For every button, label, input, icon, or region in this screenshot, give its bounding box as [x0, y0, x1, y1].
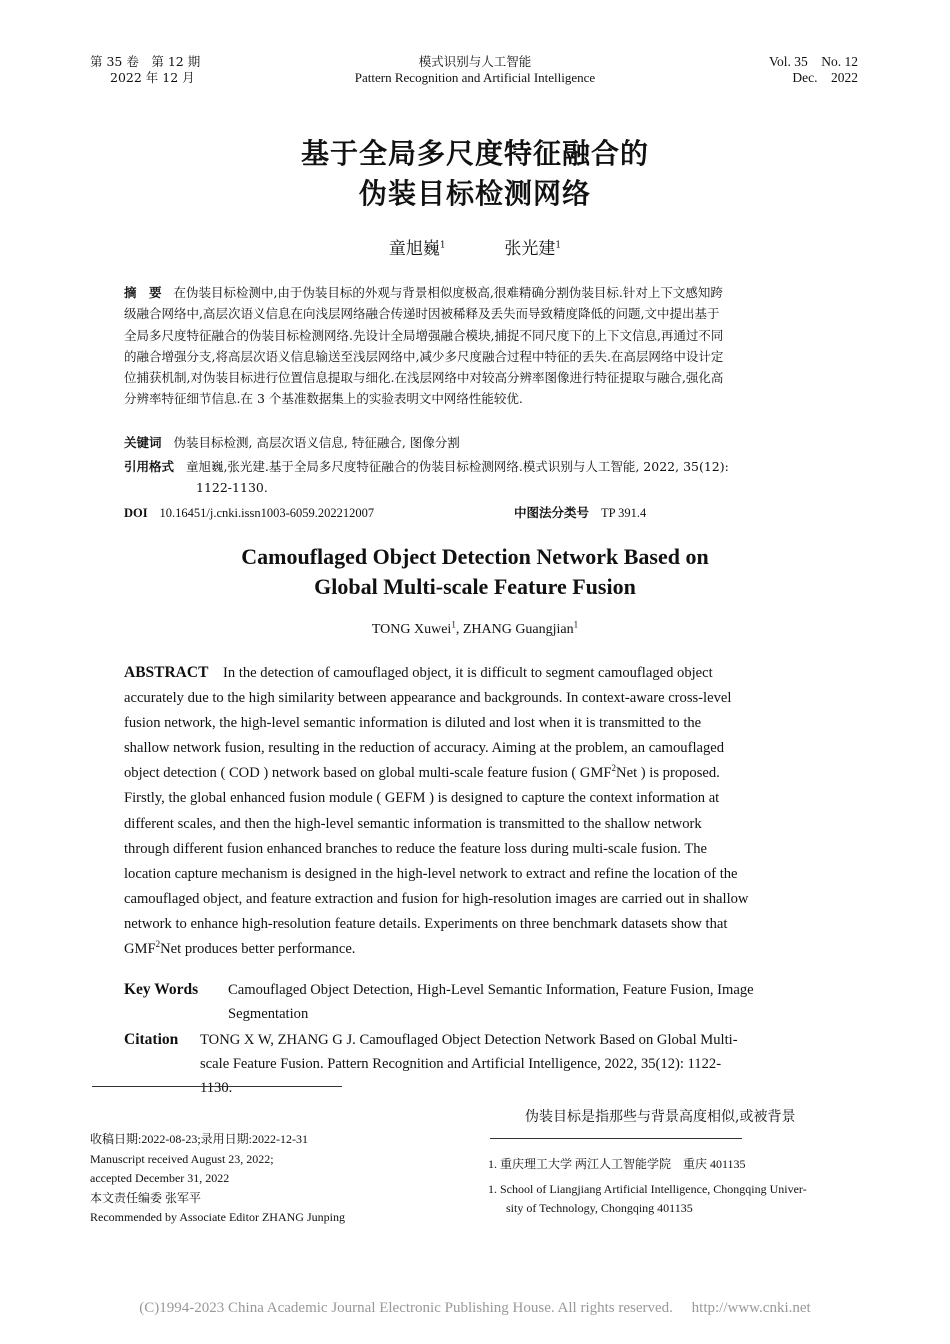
abstract-en-line: Firstly, the global enhanced fusion module ( GEFM ) is designed to capture the context information at: [124, 790, 720, 807]
abstract-en-line: In the detection of camouflaged object, it is difficult to segment camouflaged object: [223, 665, 713, 681]
volume-issue: 第 35 卷 第 12 期: [90, 54, 201, 69]
abstract-cn-label: 摘 要: [124, 285, 162, 300]
keywords-en-label: Key Words: [124, 981, 199, 998]
clc: [514, 502, 646, 524]
abstract-cn-line: 在伪装目标检测中,由于伪装目标的外观与背景相似度极高,很难精确分割伪装目标.针对上下文感知跨: [173, 285, 723, 300]
superscript-2: 2: [611, 763, 617, 774]
abstract-en-fragment: object detection ( COD ) network based on global multi-scale feature fusion ( GMF: [124, 765, 612, 782]
footnote-rule-left: [92, 1086, 342, 1087]
abstract-en-line: through different fusion enhanced branches to reduce the feature loss during multi-scale fusion. The: [124, 840, 708, 857]
citation-cn-line1: 童旭巍,张光建.基于全局多尺度特征融合的伪装目标检测网络.模式识别与人工智能, 2022, 35(12):: [185, 459, 729, 474]
author-cn-2-aff: 1: [555, 240, 562, 251]
abstract-en-fragment: Net ) is proposed.: [616, 765, 720, 782]
abstract-en-label: ABSTRACT: [124, 664, 209, 681]
vol-no: Vol. 35 No. 12: [768, 54, 858, 69]
received-date-cn: 收稿日期:2022-08-23;录用日期:2022-12-31: [90, 1132, 308, 1146]
citation-cn-line2: 1122-1130.: [196, 480, 268, 496]
authors-cn: [0, 234, 950, 259]
title-cn-line1: 基于全局多尺度特征融合的: [300, 137, 649, 170]
abstract-en-fragment: Net produces better performance.: [160, 941, 356, 958]
affiliation-en-line1: 1. School of Liangjiang Artificial Intelligence, Chongqing Univer-: [488, 1181, 807, 1196]
author-cn-2: 张光建: [504, 239, 556, 259]
citation-en-line3: 1130.: [200, 1080, 233, 1096]
superscript-2: 2: [155, 939, 161, 950]
abstract-en-line: different scales, and then the high-level semantic information is transmitted to the shallow network: [124, 815, 702, 832]
body-text-start: 伪装目标是指那些与背景高度相似,或被背景: [525, 1109, 796, 1125]
month-year: Dec. 2022: [792, 70, 858, 85]
abstract-en-line: location capture mechanism is designed in the high-level network to extract and refine the location of the: [124, 865, 738, 882]
copyright-watermark: (C)1994-2023 China Academic Journal Electronic Publishing House. All rights reserved. http://www.cnki.net: [139, 1300, 811, 1316]
author-cn-1: 童旭巍: [388, 239, 440, 259]
abstract-en-line: camouflaged object, and feature extraction and fusion for high-resolution images are carried out in shallow: [124, 890, 749, 907]
header-right: [769, 54, 858, 86]
abstract-cn-line: 全局多尺度特征融合的伪装目标检测网络.先设计全局增强融合模块,捕捉不同尺度下的上下文信息,再通过不同: [124, 327, 724, 343]
abstract-en-line: accurately due to the high similarity between appearance and backgrounds. In context-aware cross-level: [124, 690, 732, 707]
author-en-1: TONG Xuwei: [371, 622, 452, 637]
editor-en: Recommended by Associate Editor ZHANG Junping: [90, 1210, 345, 1224]
abstract-en-line: [124, 761, 827, 786]
abstract-en-line: fusion network, the high-level semantic information is diluted and lost when it is transmitted to the: [124, 715, 702, 732]
received-date-en: Manuscript received August 23, 2022;: [90, 1151, 274, 1166]
title-cn-line2: 伪装目标检测网络: [358, 177, 591, 210]
keywords-cn: [124, 432, 829, 453]
keywords-en: [124, 978, 827, 1026]
issue-date: 2022 年 12 月: [110, 70, 195, 85]
footnotes-right: [488, 1155, 860, 1219]
abstract-cn-line: 级融合网络中,高层次语义信息在向浅层网络融合传递时因被稀释及丢失而导致精度降低的问题,文中提出基于: [124, 306, 720, 322]
accepted-date-en: accepted December 31, 2022: [90, 1171, 230, 1185]
citation-en: [124, 1028, 827, 1100]
title-en-line1: Camouflaged Object Detection Network Based on: [241, 544, 709, 569]
keywords-en-line2: Segmentation: [228, 1006, 309, 1022]
journal-name-en: Pattern Recognition and Artificial Intelligence: [354, 70, 596, 85]
author-cn-1-aff: 1: [439, 240, 446, 251]
abstract-en-fragment: GMF: [124, 941, 156, 958]
affiliation-cn: 1. 重庆理工大学 两江人工智能学院 重庆 401135: [488, 1157, 746, 1171]
abstract-cn-line: 分辨率特征细节信息.在 3 个基准数据集上的实验表明文中网络性能较优.: [124, 391, 523, 407]
keywords-en-line1: Camouflaged Object Detection, High-Level Semantic Information, Feature Fusion, Image: [228, 982, 754, 998]
citation-en-label: Citation: [124, 1031, 179, 1048]
editor-cn: 本文责任编委 张军平: [90, 1190, 202, 1205]
footnotes-left: [90, 1130, 345, 1228]
affiliation-en-line2: sity of Technology, Chongqing 401135: [506, 1201, 693, 1215]
citation-cn: [124, 456, 829, 499]
abstract-en-line: network to enhance high-resolution feature details. Experiments on three benchmark datasets show that: [124, 915, 728, 932]
doi-label: DOI: [124, 506, 148, 520]
abstract-en-line: [124, 937, 827, 962]
clc-value: TP 391.4: [600, 506, 647, 520]
abstract-cn-line: 的融合增强分支,将高层次语义信息输送至浅层网络中,减少多尺度融合过程中特征的丢失.在高层网络中设计定: [124, 348, 724, 364]
keywords-cn-label: 关键词: [124, 435, 162, 450]
doi-value[interactable]: 10.16451/j.cnki.issn1003-6059.202212007: [159, 506, 375, 520]
author-en-2-aff: 1: [573, 619, 579, 630]
abstract-cn: [124, 282, 829, 410]
citation-en-line1: TONG X W, ZHANG G J. Camouflaged Object Detection Network Based on Global Multi-: [200, 1032, 738, 1048]
journal-name-cn: 模式识别与人工智能: [418, 54, 532, 69]
authors-en: TONG Xuwei$^1$, ZHANG Guangjian$^1$: [371, 619, 579, 637]
abstract-en: [124, 660, 827, 962]
citation-en-line2: scale Feature Fusion. Pattern Recognition and Artificial Intelligence, 2022, 35(12): 1122-: [200, 1056, 722, 1072]
abstract-cn-line: 位捕获机制,对伪装目标进行位置信息提取与细化.在浅层网络中对较高分辨率图像进行特征提取与融合,强化高: [124, 370, 724, 386]
clc-label: 中图法分类号: [514, 505, 590, 520]
abstract-en-line: shallow network fusion, resulting in the reduction of accuracy. Aiming at the problem, an camouflaged: [124, 740, 725, 757]
title-en-line2: Global Multi-scale Feature Fusion: [314, 574, 636, 599]
author-en-1-aff: 1: [451, 619, 456, 630]
doi-line: [124, 502, 829, 524]
citation-cn-label: 引用格式: [124, 459, 175, 474]
footnote-rule-right: [490, 1138, 742, 1139]
keywords-cn-text: 伪装目标检测, 高层次语义信息, 特征融合, 图像分割: [173, 435, 460, 450]
author-en-2: ZHANG Guangjian: [462, 622, 574, 637]
